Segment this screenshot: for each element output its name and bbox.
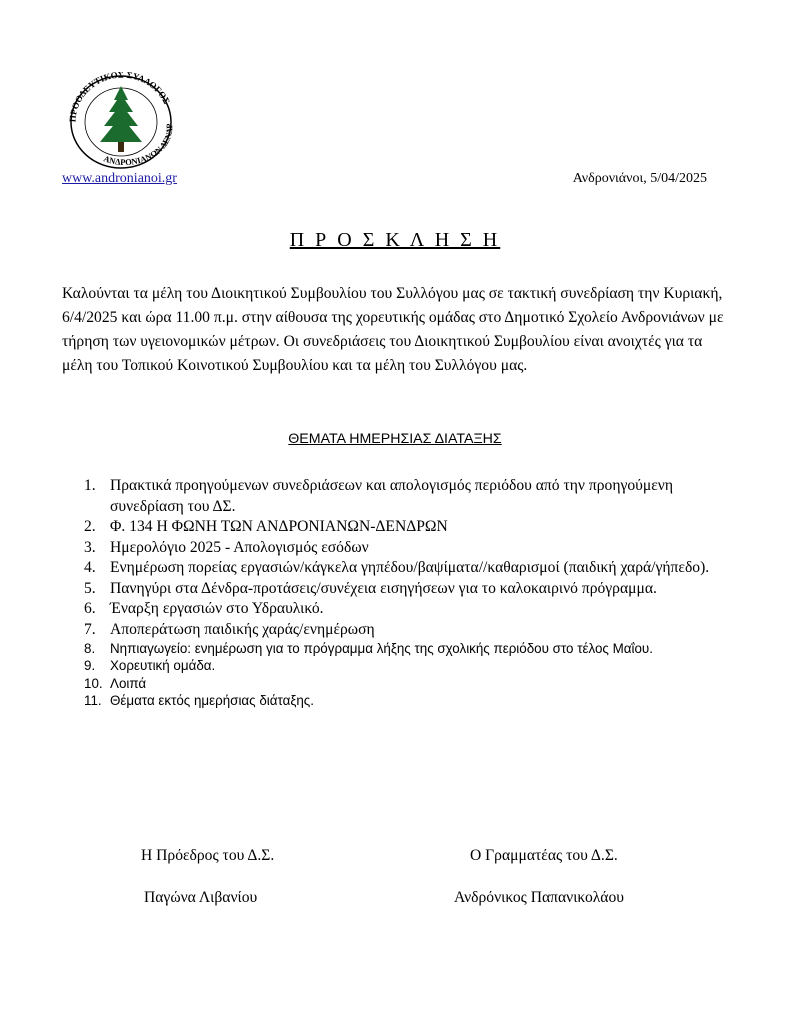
agenda-item-number: 9. bbox=[84, 658, 96, 674]
agenda-item-number: 6. bbox=[84, 600, 96, 617]
agenda-item-text: Φ. 134 Η ΦΩΝΗ ΤΩΝ ΑΝΔΡΟΝΙΑΝΩΝ-ΔΕΝΔΡΩΝ bbox=[110, 518, 448, 535]
agenda-item-text: Έναρξη εργασιών στο Υδραυλικό. bbox=[110, 600, 324, 617]
agenda-item-number: 1. bbox=[84, 477, 96, 494]
agenda-heading: ΘΕΜΑΤΑ ΗΜΕΡΗΣΙΑΣ ΔΙΑΤΑΞΗΣ bbox=[288, 431, 502, 447]
agenda-item-text: Πρακτικά προηγούμενων συνεδριάσεων και απολογισμός περιόδου από την προηγούμενη συνεδρίαση του ΔΣ. bbox=[110, 477, 673, 515]
agenda-item bbox=[84, 640, 744, 657]
agenda-item-number: 3. bbox=[84, 538, 96, 556]
agenda-item-text: Αποπεράτωση παιδικής χαράς/ενημέρωση bbox=[110, 620, 375, 638]
agenda-item-number: 11. bbox=[84, 692, 102, 708]
website-link[interactable]: www.andronianoi.gr bbox=[62, 171, 177, 186]
agenda-item bbox=[84, 620, 744, 641]
secretary-name: Ανδρόνικος Παπανικολάου bbox=[454, 889, 624, 906]
agenda-item bbox=[84, 558, 744, 579]
agenda-item bbox=[84, 675, 744, 692]
agenda-item-number: 4. bbox=[84, 559, 96, 576]
agenda-item bbox=[84, 579, 744, 600]
agenda-item-number: 10. bbox=[84, 675, 103, 691]
agenda-item-number: 8. bbox=[84, 641, 96, 656]
agenda-item bbox=[84, 599, 744, 620]
logo-emblem bbox=[64, 72, 178, 170]
agenda-item-text: Θέματα εκτός ημερήσιας διάταξης. bbox=[110, 692, 314, 708]
president-title: Η Πρόεδρος του Δ.Σ. bbox=[141, 847, 275, 864]
agenda-item bbox=[84, 692, 744, 709]
svg-text:ΑΝΔΡΟΝΙΑΝΩΝ ΔΕΝΔΡΩΝ: ΑΝΔΡΟΝΙΑΝΩΝ ΔΕΝΔΡ bbox=[102, 123, 175, 168]
agenda-item bbox=[84, 517, 744, 538]
agenda-item-text: Νηπιαγωγείο: ενημέρωση για το πρόγραμμα λήξης της σχολικής περιόδου στο τέλος Μαΐου. bbox=[110, 641, 653, 656]
agenda-item bbox=[84, 657, 744, 674]
agenda-item-number: 7. bbox=[84, 620, 96, 638]
agenda-item-text: Χορευτική ομάδα. bbox=[110, 658, 216, 674]
agenda-item-text: Ενημέρωση πορείας εργασιών/κάγκελα γηπέδου/βαψίματα//καθαρισμοί (παιδική χαρά/γήπεδο). bbox=[110, 559, 710, 576]
agenda-item-text: Λοιπά bbox=[110, 675, 147, 691]
document-title: Π Ρ Ο Σ Κ Λ Η Σ Η bbox=[289, 229, 501, 251]
pine-tree-icon bbox=[100, 86, 142, 152]
agenda-item bbox=[84, 476, 744, 517]
secretary-title: Ο Γραμματέας του Δ.Σ. bbox=[470, 847, 618, 864]
agenda-item bbox=[84, 538, 744, 559]
svg-text:ΠΡΟΟΔΕΥΤΙΚΟΣ ΣΥΛΛΟΓΟΣ: ΠΡΟΟΔΕΥΤΙΚΟΣ ΣΥΛΛΟΓΟΣ bbox=[67, 72, 172, 123]
invitation-paragraph: Καλούνται τα μέλη του Διοικητικού Συμβουλίου του Συλλόγου μας σε τακτική συνεδρίαση την Κυριακή, 6/4/2025 και ώρα 11.00 π.μ. στην αίθουσα της χορευτικής ομάδας στο Δημοτικό Σχολείο Ανδρονιάνων με τήρηση των υγειονομικών μέτρων. Οι συνεδριάσεις του Διοικητικού Συμβουλίου είναι ανοιχτές για τα μέλη του Τοπικού Κοινοτικού Συμβουλίου και τα μέλη του Συλλόγου μας. bbox=[62, 285, 724, 374]
president-name: Παγώνα Λιβανίου bbox=[144, 889, 258, 906]
agenda-item-text: Ημερολόγιο 2025 - Απολογισμός εσόδων bbox=[110, 538, 369, 556]
agenda-list bbox=[84, 476, 744, 709]
agenda-item-text: Πανηγύρι στα Δένδρα-προτάσεις/συνέχεια εισηγήσεων για το καλοκαιρινό πρόγραμμα. bbox=[110, 579, 657, 597]
agenda-item-number: 2. bbox=[84, 518, 96, 535]
agenda-item-number: 5. bbox=[84, 579, 96, 597]
association-logo bbox=[64, 72, 178, 170]
place-date: Ανδρονιάνοι, 5/04/2025 bbox=[572, 171, 707, 186]
